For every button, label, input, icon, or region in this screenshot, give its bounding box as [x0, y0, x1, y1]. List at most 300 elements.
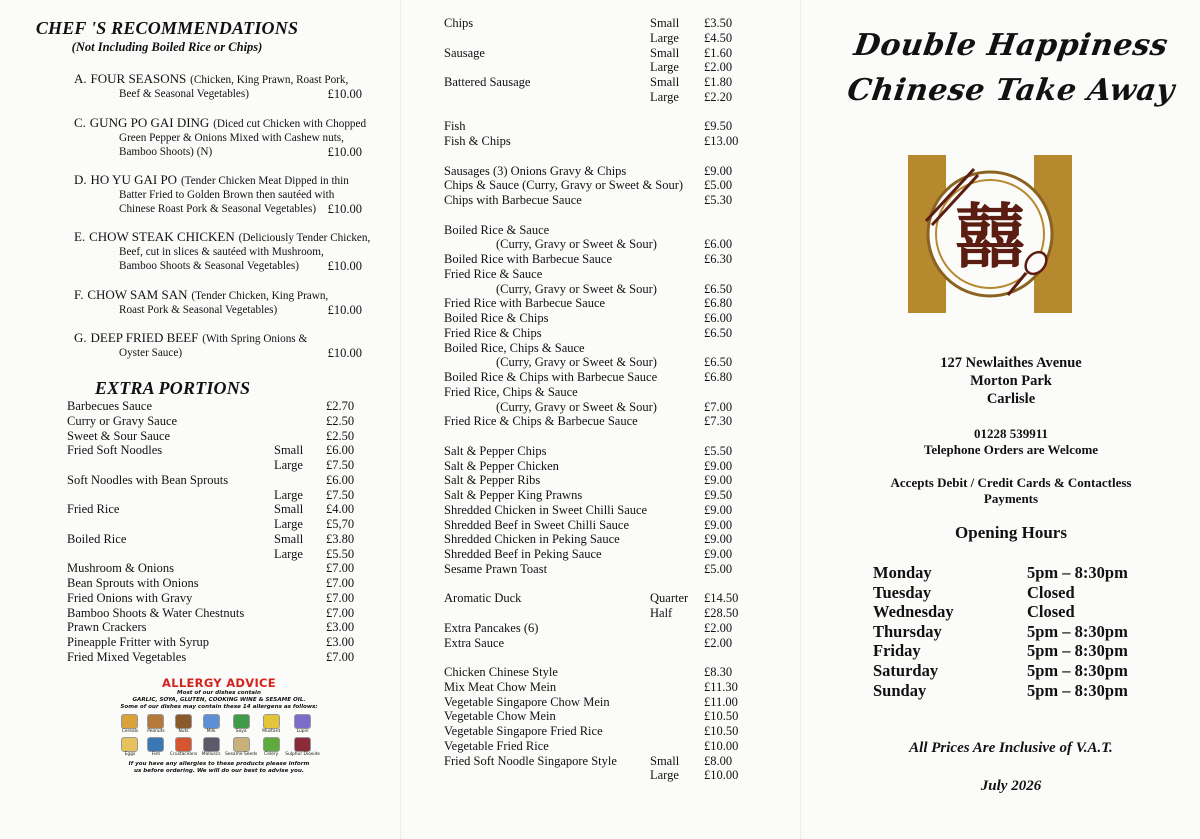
item-price: £6.00: [704, 237, 733, 252]
menu-row: [444, 518, 794, 533]
item-name: Prawn Crackers: [67, 620, 147, 635]
allergen-label: Eggs: [124, 752, 136, 757]
menu-row: [444, 119, 794, 134]
recommendation-desc-line: Batter Fried to Golden Brown then sautéed with: [119, 189, 335, 201]
item-price: £2.50: [326, 413, 355, 428]
recommendation-item: [74, 116, 374, 159]
menu-row: [444, 503, 794, 518]
item-size: [274, 576, 326, 591]
allergen-icon: [121, 737, 138, 752]
allergy-advice-box: [112, 676, 326, 775]
item-name: [444, 90, 650, 105]
allergen-item: [118, 714, 142, 735]
allergen-item: [170, 737, 197, 758]
item-price: £3.00: [326, 635, 355, 649]
row-gap: [444, 208, 794, 223]
item-size: [650, 193, 704, 208]
recommendation-letter: A.: [74, 71, 87, 86]
item-size: Small: [650, 16, 680, 30]
item-price: £6.00: [326, 443, 355, 458]
menu-row: [444, 532, 794, 547]
item-price: £3.50: [704, 16, 733, 30]
phone-number: 01228 539911: [973, 426, 1049, 441]
hours-time: 5pm – 8:30pm: [1027, 621, 1128, 641]
item-size: [650, 326, 704, 341]
item-name: Chips: [444, 16, 474, 30]
menu-row: [444, 341, 794, 356]
hours-row: [873, 641, 1163, 661]
item-name: Boiled Rice & Chips: [444, 311, 549, 325]
item-size: Small: [274, 443, 304, 458]
item-name: Vegetable Chow Mein: [444, 709, 556, 724]
item-price: £7.00: [326, 590, 355, 605]
item-size: Large: [274, 487, 303, 502]
hours-time: Closed: [1027, 582, 1075, 602]
opening-hours-title: Opening Hours: [955, 523, 1067, 542]
item-price: £9.00: [704, 532, 733, 547]
allergen-label: Sesame Seeds: [225, 752, 258, 757]
item-price: £6.50: [704, 281, 733, 296]
item-price: £2.50: [326, 428, 355, 443]
recommendations-title: CHEF 'S RECOMMENDATIONS: [35, 18, 299, 38]
item-price: £9.00: [704, 458, 733, 473]
item-size: [650, 296, 704, 311]
item-price: £5.30: [704, 193, 733, 207]
item-name: Fried Rice with Barbecue Sauce: [444, 296, 606, 311]
menu-row: [444, 355, 794, 370]
recommendation-item: [74, 288, 374, 317]
hours-row: [873, 583, 1163, 603]
menu-row: [67, 561, 387, 576]
allergen-item: [225, 737, 257, 758]
menu-row: [444, 621, 794, 636]
menu-row: [444, 547, 794, 562]
menu-row: [444, 724, 794, 739]
item-name: Chips & Sauce (Curry, Gravy or Sweet & Sour): [444, 178, 684, 193]
item-size: [274, 561, 326, 576]
item-name: Boiled Rice & Sauce: [444, 222, 550, 237]
item-name: (Curry, Gravy or Sweet & Sour): [496, 399, 657, 414]
menu-row: [444, 444, 794, 459]
item-name: [67, 458, 274, 473]
recommendation-price: £10.00: [327, 303, 362, 317]
menu-row: [444, 754, 794, 769]
item-name: [67, 517, 274, 532]
allergen-label: Fish: [151, 752, 161, 757]
menu-row: [444, 16, 794, 31]
item-price: £11.30: [704, 679, 738, 694]
menu-row: [444, 46, 794, 61]
item-price: £6.50: [704, 355, 733, 370]
item-price: £8.30: [704, 665, 733, 679]
item-name: (Curry, Gravy or Sweet & Sour): [496, 237, 657, 252]
item-name: Boiled Rice, Chips & Sauce: [444, 340, 585, 355]
menu-row: [444, 267, 794, 282]
menu-row: [444, 400, 794, 415]
item-name: Extra Pancakes (6): [444, 620, 539, 635]
shop-title-line2: Chinese Take Away: [845, 73, 1177, 108]
menu-row: [67, 399, 387, 414]
item-size: [650, 252, 704, 267]
menu-row: [444, 178, 794, 193]
right-panel: [800, 0, 1200, 839]
item-size: [650, 724, 704, 739]
allergen-item: [285, 714, 320, 735]
hours-time: 5pm – 8:30pm: [1027, 641, 1128, 661]
item-name: Fish & Chips: [444, 134, 511, 148]
item-price: £5.50: [704, 443, 733, 458]
recommendation-desc: (Tender Chicken, King Prawn,: [191, 290, 329, 302]
recommendation-desc-line: Chinese Roast Pork & Seasonal Vegetables): [119, 203, 317, 215]
item-size: [650, 400, 704, 415]
item-size: [650, 459, 704, 474]
extra-portions-list: [67, 399, 387, 665]
item-name: [67, 547, 274, 562]
address-line3: Carlisle: [986, 391, 1036, 407]
item-name: Vegetable Fried Rice: [444, 738, 549, 753]
menu-row: [67, 576, 387, 591]
menu-row: [67, 414, 387, 429]
menu-row: [444, 695, 794, 710]
item-price: £7.00: [326, 649, 355, 664]
item-size: [650, 178, 704, 193]
item-name: Fried Onions with Gravy: [67, 590, 193, 605]
allergen-label: Milk: [206, 729, 216, 734]
item-name: Sweet & Sour Sauce: [67, 428, 171, 443]
item-price: £2.00: [704, 620, 733, 635]
item-name: Battered Sausage: [444, 75, 531, 89]
item-price: £5,70: [326, 517, 355, 531]
item-price: £6.80: [704, 370, 733, 384]
item-name: Barbecues Sauce: [67, 399, 153, 413]
item-size: [650, 237, 704, 252]
item-size: [274, 650, 326, 665]
menu-row: [444, 282, 794, 297]
menu-row: [444, 326, 794, 341]
recommendation-price: £10.00: [327, 87, 362, 101]
recommendation-desc-line: Bamboo Shoots) (N): [119, 146, 213, 158]
item-price: £7.50: [326, 487, 355, 502]
item-size: Small: [274, 531, 304, 546]
hours-day: Sunday: [873, 680, 927, 700]
menu-row: [67, 488, 387, 503]
item-name: Fried Soft Noodle Singapore Style: [444, 753, 617, 768]
item-name: Sesame Prawn Toast: [444, 561, 548, 576]
logo-svg: [908, 155, 1072, 313]
allergy-footer1: If you have any allergies to these products please inform: [128, 761, 310, 767]
allergen-label: Sulphur Dioxide: [285, 752, 320, 757]
recommendation-name: FOUR SEASONS: [90, 71, 187, 86]
menu-row: [444, 768, 794, 783]
item-name: Shredded Beef in Peking Sauce: [444, 547, 602, 561]
row-gap: [444, 149, 794, 164]
item-price: £7.00: [326, 561, 355, 576]
item-name: Salt & Pepper Chicken: [444, 458, 559, 473]
hours-day: Friday: [873, 641, 921, 661]
item-name: Fried Mixed Vegetables: [67, 649, 187, 664]
allergen-icon: [233, 737, 250, 752]
item-size: [650, 282, 704, 297]
item-size: [650, 223, 704, 238]
item-size: [650, 119, 704, 134]
recommendation-name: GUNG PO GAI DING: [89, 115, 210, 130]
item-name: [444, 606, 650, 621]
item-price: £13.00: [704, 134, 739, 148]
recommendation-letter: G.: [74, 330, 87, 345]
allergen-icon: [203, 737, 220, 752]
menu-row: [444, 193, 794, 208]
item-size: Quarter: [650, 591, 689, 606]
recommendations-subtitle: (Not Including Boiled Rice or Chips): [71, 40, 263, 54]
extra-portions-title: EXTRA PORTIONS: [94, 378, 251, 398]
hours-time: Closed: [1027, 602, 1075, 622]
allergen-label: Nuts: [178, 729, 189, 734]
item-price: £7.00: [704, 399, 733, 414]
hours-day: Wednesday: [873, 602, 954, 622]
item-price: £10.50: [704, 724, 739, 738]
item-price: [704, 385, 764, 400]
item-price: [704, 223, 764, 238]
item-price: £9.00: [704, 163, 733, 178]
menu-list: [444, 16, 794, 783]
item-size: [650, 621, 704, 636]
item-size: Small: [650, 75, 680, 89]
item-name: Shredded Beef in Sweet Chilli Sauce: [444, 517, 630, 532]
allergen-icon: [294, 737, 311, 752]
recommendation-desc: (Chicken, King Prawn, Roast Pork,: [190, 74, 349, 86]
item-name: Fried Rice & Chips & Barbecue Sauce: [444, 414, 638, 429]
allergy-footer2: us before ordering. We will do our best to advise you.: [134, 768, 304, 774]
hours-day: Saturday: [873, 660, 939, 680]
recommendation-name: DEEP FRIED BEEF: [90, 330, 199, 345]
item-price: £6.30: [704, 252, 733, 266]
allergen-label: Lupin: [296, 729, 309, 734]
item-size: [650, 370, 704, 385]
item-name: Curry or Gravy Sauce: [67, 413, 178, 428]
recommendation-price: £10.00: [327, 202, 362, 216]
item-size: [650, 444, 704, 459]
recommendation-desc-line: Oyster Sauce): [119, 347, 183, 359]
menu-row: [67, 606, 387, 621]
item-size: [650, 311, 704, 326]
item-price: £9.00: [704, 517, 733, 532]
item-price: £7.50: [326, 458, 355, 472]
menu-row: [67, 517, 387, 532]
menu-row: [444, 60, 794, 75]
allergen-item: [199, 737, 223, 758]
address-line1: 127 Newlaithes Avenue: [940, 355, 1082, 371]
row-gap: [444, 429, 794, 444]
item-price: £6.80: [704, 296, 733, 311]
item-size: [650, 385, 704, 400]
item-price: £5.00: [704, 561, 733, 576]
recommendation-item: [74, 72, 374, 101]
item-price: £9.00: [704, 473, 733, 488]
item-price: £7.30: [704, 414, 733, 429]
item-name: Salt & Pepper Ribs: [444, 473, 541, 488]
item-size: Large: [650, 89, 679, 104]
item-size: [650, 665, 704, 680]
recommendation-letter: D.: [74, 172, 87, 187]
item-price: £1.80: [704, 75, 733, 89]
item-size: [274, 635, 326, 650]
item-size: [274, 620, 326, 635]
menu-row: [444, 164, 794, 179]
allergen-label: Celery: [264, 752, 279, 757]
menu-row: [444, 488, 794, 503]
item-price: £6.00: [326, 472, 355, 487]
phone-note: Telephone Orders are Welcome: [923, 442, 1099, 457]
item-name: Fried Rice & Chips: [444, 325, 542, 340]
item-name: Fried Rice & Sauce: [444, 266, 543, 281]
allergen-icon: [175, 714, 192, 729]
menu-row: [444, 296, 794, 311]
hours-row: [873, 661, 1163, 681]
item-name: Boiled Rice: [67, 531, 127, 546]
menu-row: [444, 680, 794, 695]
item-name: Sausages (3) Onions Gravy & Chips: [444, 163, 627, 178]
menu-row: [444, 223, 794, 238]
shop-title-line1: Double Happiness: [851, 28, 1171, 63]
menu-row: [444, 591, 794, 606]
item-name: Chicken Chinese Style: [444, 665, 558, 679]
item-price: £2.00: [704, 635, 733, 650]
item-size: [650, 518, 704, 533]
menu-row: [67, 620, 387, 635]
hours-row: [873, 602, 1163, 622]
item-size: Large: [650, 30, 679, 45]
opening-hours-table: [873, 563, 1163, 700]
item-price: £2.70: [326, 399, 355, 413]
item-size: Large: [650, 768, 679, 783]
recommendation-name: CHOW STEAK CHICKEN: [89, 229, 235, 244]
allergen-item: [144, 714, 168, 735]
menu-row: [444, 385, 794, 400]
allergen-icon: [203, 714, 220, 729]
allergen-icons: [118, 714, 320, 758]
menu-row: [67, 443, 387, 458]
menu-row: [444, 134, 794, 149]
item-name: (Curry, Gravy or Sweet & Sour): [496, 355, 657, 370]
recommendation-desc: (Tender Chicken Meat Dipped in thin: [180, 175, 349, 187]
item-size: Small: [650, 753, 680, 768]
allergen-item: [259, 737, 283, 758]
left-panel: [0, 0, 400, 839]
menu-row: [67, 502, 387, 517]
allergen-icon: [294, 714, 311, 729]
hours-row: [873, 563, 1163, 583]
item-size: [650, 695, 704, 710]
item-price: £10.50: [704, 709, 739, 724]
recommendation-item: [74, 173, 374, 216]
menu-row: [67, 635, 387, 650]
item-price: £6.00: [704, 311, 733, 325]
item-price: £7.00: [326, 576, 355, 590]
item-name: Fish: [444, 119, 466, 134]
item-name: Salt & Pepper King Prawns: [444, 488, 583, 502]
item-price: £2.20: [704, 89, 733, 104]
item-name: Vegetable Singapore Fried Rice: [444, 724, 603, 738]
item-price: £4.00: [326, 502, 355, 517]
item-price: £2.00: [704, 60, 733, 75]
item-size: [650, 739, 704, 754]
hours-time: 5pm – 8:30pm: [1027, 563, 1128, 582]
allergen-item: [144, 737, 168, 758]
item-size: [274, 399, 326, 414]
allergy-line2: GARLIC, SOYA, GLUTEN, COOKING WINE & SESAME OIL.: [132, 697, 306, 703]
middle-panel: [400, 0, 800, 839]
allergen-icon: [233, 714, 250, 729]
menu-row: [67, 532, 387, 547]
allergen-icon: [121, 714, 138, 729]
item-name: Fried Rice: [67, 502, 120, 517]
hours-day: Thursday: [873, 621, 942, 641]
allergy-line3: Some of our dishes may contain these 14 allergens as follows:: [120, 704, 318, 710]
allergen-item: [285, 737, 320, 758]
item-name: [444, 31, 650, 46]
item-size: [274, 473, 326, 488]
hours-row: [873, 681, 1163, 701]
allergen-icon: [147, 737, 164, 752]
item-size: [650, 532, 704, 547]
item-price: £10.00: [704, 768, 739, 783]
item-price: £10.00: [704, 738, 739, 753]
menu-row: [444, 370, 794, 385]
menu-row: [444, 739, 794, 754]
item-name: Mix Meat Chow Mein: [444, 679, 557, 694]
item-name: [67, 488, 274, 503]
vat-note: All Prices Are Inclusive of V.A.T.: [909, 740, 1113, 756]
menu-row: [67, 458, 387, 473]
menu-row: [444, 237, 794, 252]
item-size: Large: [274, 517, 303, 531]
allergen-label: Crustaceans: [169, 752, 198, 757]
item-price: £5.50: [326, 546, 355, 561]
menu-row: [444, 414, 794, 429]
item-size: [650, 355, 704, 370]
menu-row: [444, 75, 794, 90]
item-size: [274, 606, 326, 621]
item-price: [704, 341, 764, 356]
item-size: [650, 636, 704, 651]
item-price: £3.80: [326, 531, 355, 546]
recommendation-name: CHOW SAM SAN: [87, 287, 188, 302]
recommendation-desc-line: Bamboo Shoots & Seasonal Vegetables): [119, 260, 300, 272]
allergen-icon: [263, 714, 280, 729]
menu-row: [67, 547, 387, 562]
menu-row: [444, 562, 794, 577]
item-name: Sausage: [444, 45, 485, 60]
hours-day: Monday: [873, 563, 932, 582]
item-name: [444, 768, 650, 783]
recommendation-desc: (With Spring Onions &: [202, 333, 308, 345]
item-price: £9.50: [704, 119, 733, 134]
item-size: [650, 414, 704, 429]
item-size: Large: [274, 546, 303, 561]
double-happiness-logo: [908, 155, 1072, 313]
item-name: Mushroom & Onions: [67, 561, 174, 576]
item-price: £14.50: [704, 591, 739, 606]
menu-row: [444, 459, 794, 474]
allergen-icon: [175, 737, 192, 752]
allergen-label: Cereals: [121, 729, 139, 734]
item-size: Large: [274, 458, 303, 472]
allergen-label: Soya: [235, 729, 247, 734]
item-size: [650, 341, 704, 356]
recommendation-price: £10.00: [327, 259, 362, 273]
allergen-label: Peanuts: [147, 729, 165, 734]
allergen-item: [225, 714, 257, 735]
